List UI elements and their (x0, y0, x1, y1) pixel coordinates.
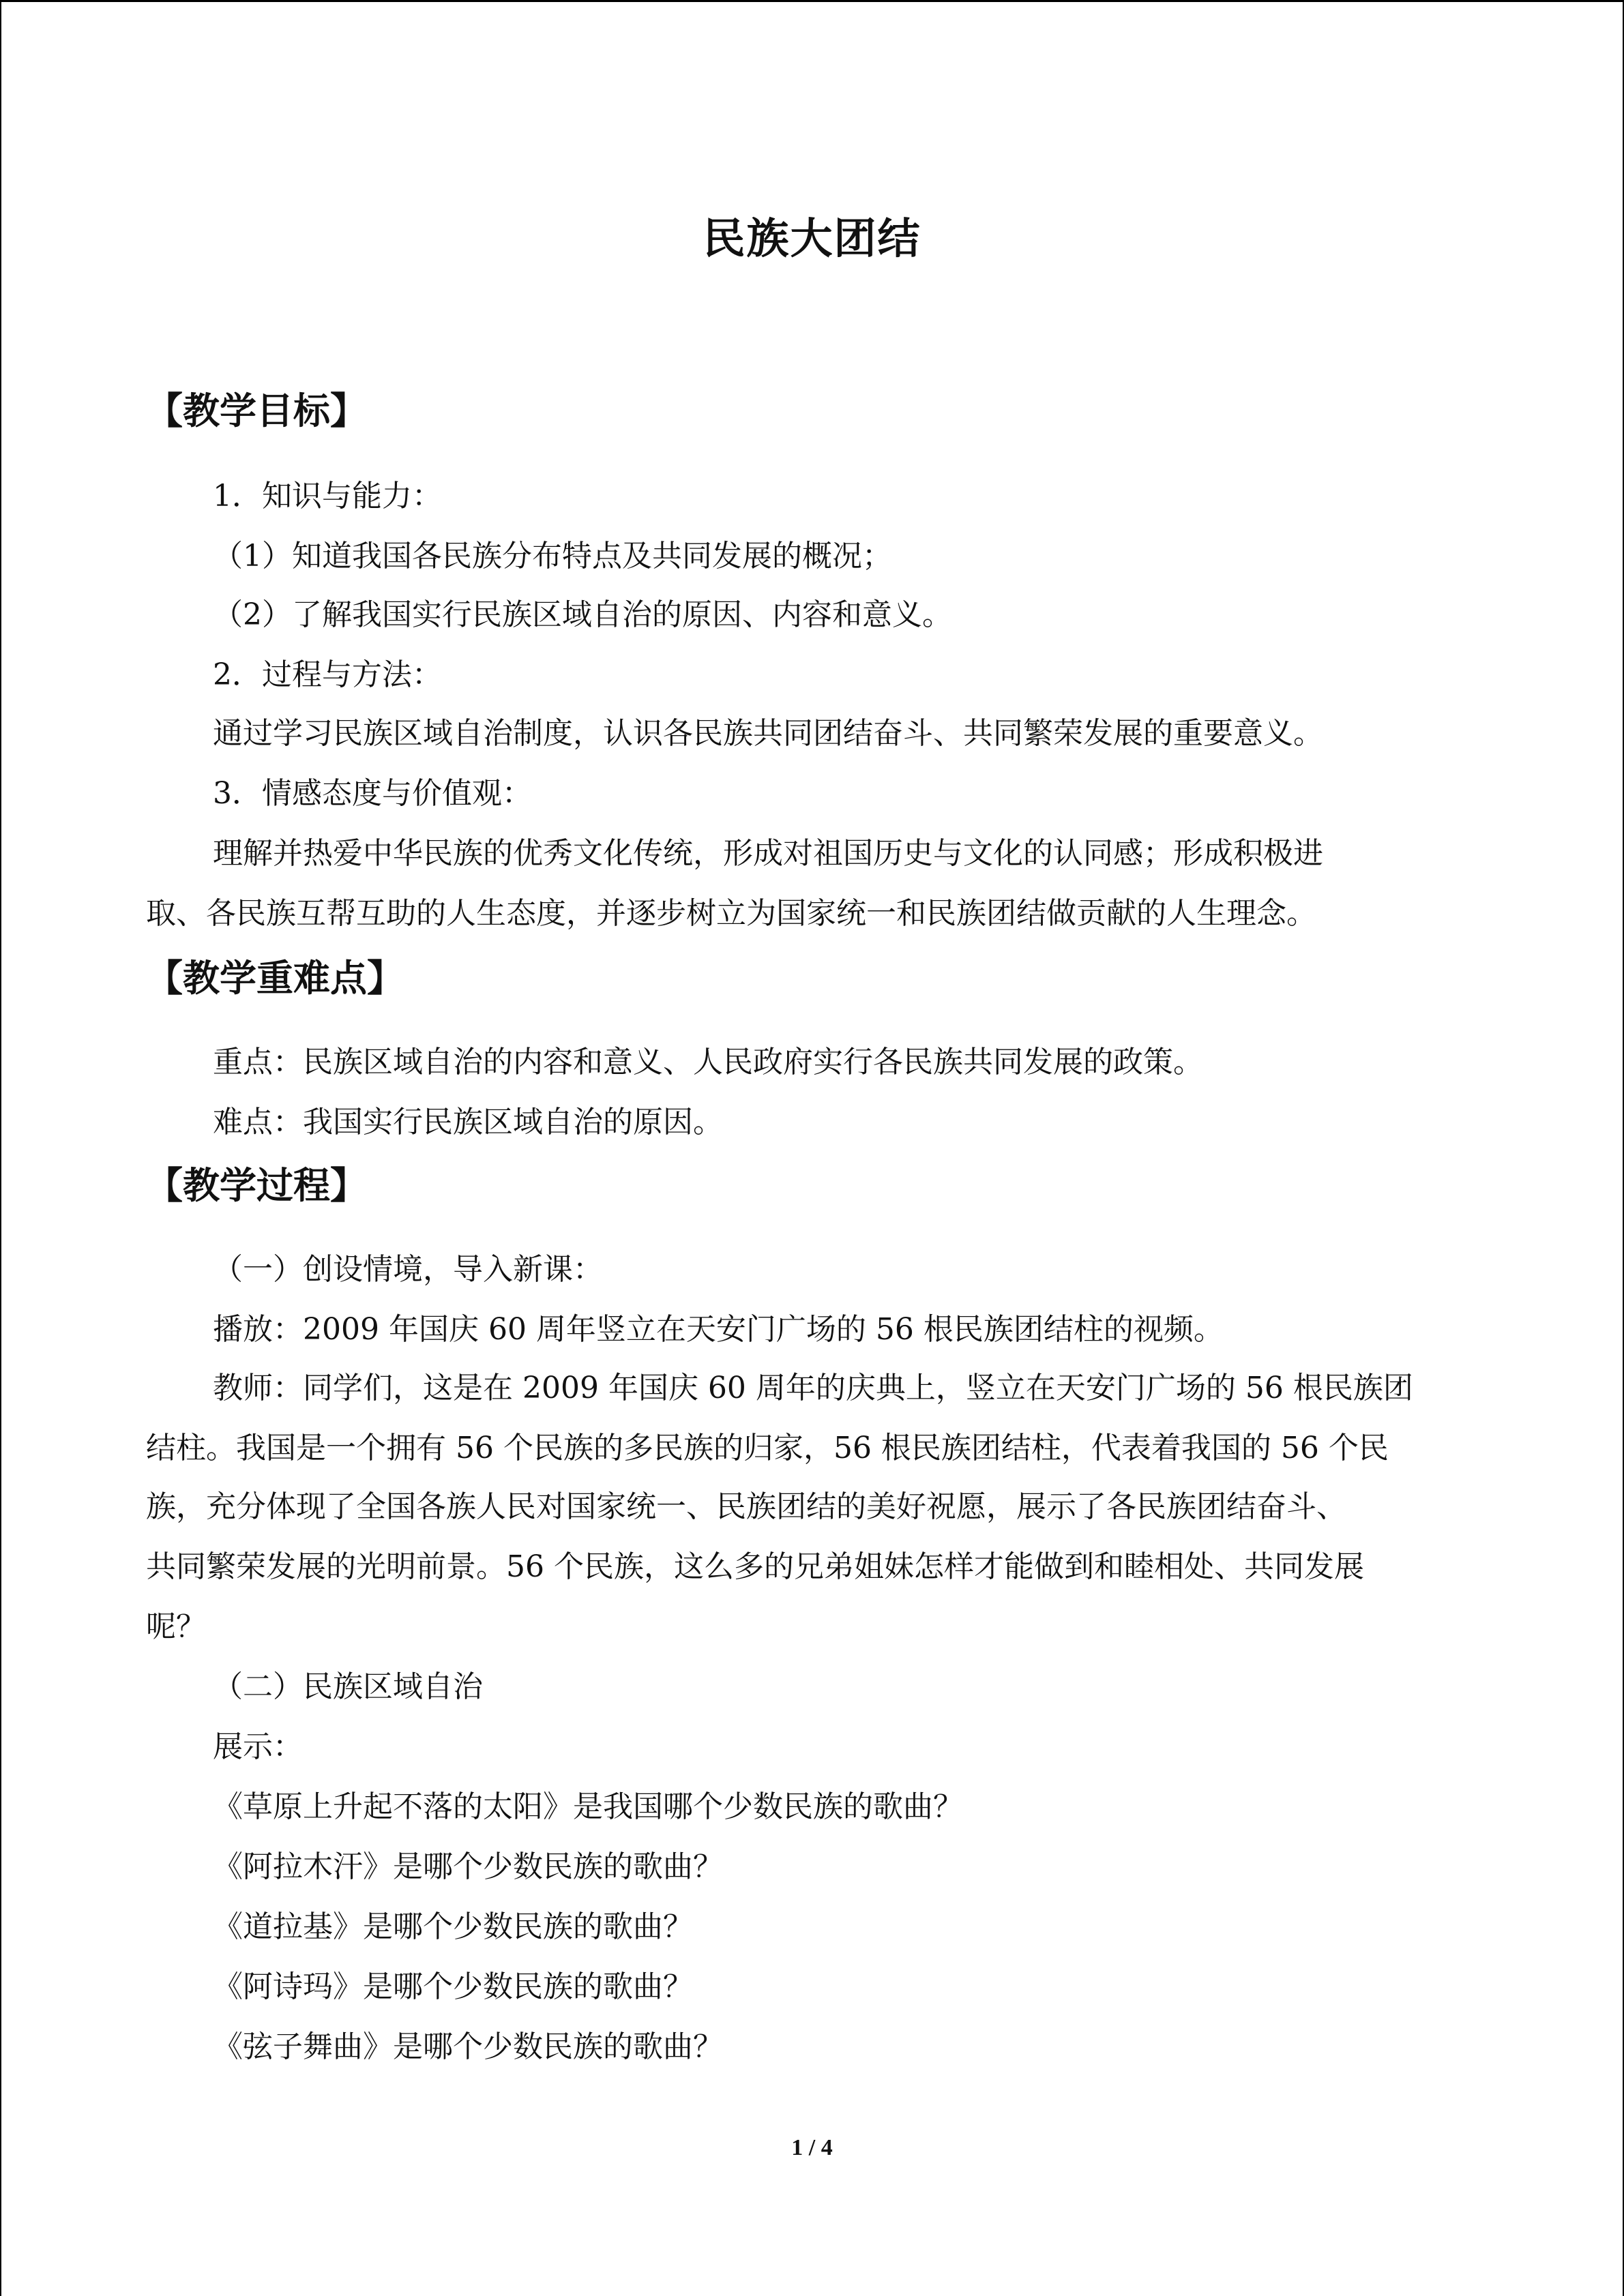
paragraph-line: 播放：2009 年国庆 60 周年竖立在天安门广场的 56 根民族团结柱的视频。 (213, 1312, 1224, 1347)
paragraph-line: 展示： (213, 1729, 303, 1764)
paragraph-line: （1）知道我国各民族分布特点及共同发展的概况； (213, 539, 892, 573)
paragraph-line: （2）了解我国实行民族区域自治的原因、内容和意义。 (213, 597, 952, 632)
paragraph-line: 1．知识与能力： (213, 479, 442, 513)
paragraph-line: 呢？ (146, 1609, 206, 1644)
paragraph-line: 通过学习民族区域自治制度，认识各民族共同团结奋斗、共同繁荣发展的重要意义。 (213, 716, 1323, 751)
heading-teaching-goals: 【教学目标】 (146, 389, 367, 432)
paragraph-line: 《草原上升起不落的太阳》是我国哪个少数民族的歌曲？ (213, 1789, 963, 1824)
paragraph-line: 难点：我国实行民族区域自治的原因。 (213, 1105, 723, 1139)
paragraph-line: 《阿诗玛》是哪个少数民族的歌曲？ (213, 1969, 693, 2004)
heading-teaching-process: 【教学过程】 (146, 1164, 367, 1207)
paragraph-line: 结柱。我国是一个拥有 56 个民族的多民族的归家，56 根民族团结柱，代表着我国的 56 个民 (146, 1431, 1389, 1465)
paragraph-line: （一）创设情境，导入新课： (213, 1252, 603, 1287)
page-number: 1 / 4 (791, 2135, 833, 2160)
paragraph-line: 教师：同学们，这是在 2009 年国庆 60 周年的庆典上，竖立在天安门广场的 56 根民族团 (213, 1371, 1413, 1405)
page-title: 民族大团结 (703, 213, 921, 263)
heading-key-points: 【教学重难点】 (146, 957, 404, 1000)
paragraph-line: 共同繁荣发展的光明前景。56 个民族，这么多的兄弟姐妹怎样才能做到和睦相处、共同发展 (146, 1549, 1364, 1584)
paragraph-line: 《弦子舞曲》是哪个少数民族的歌曲？ (213, 2029, 723, 2064)
paragraph-line: 2．过程与方法： (213, 657, 442, 692)
paragraph-line: 取、各民族互帮互助的人生态度，并逐步树立为国家统一和民族团结做贡献的人生理念。 (146, 896, 1316, 931)
paragraph-line: （二）民族区域自治 (213, 1669, 483, 1704)
paragraph-line: 理解并热爱中华民族的优秀文化传统，形成对祖国历史与文化的认同感；形成积极进 (213, 836, 1323, 871)
paragraph-line: 重点：民族区域自治的内容和意义、人民政府实行各民族共同发展的政策。 (213, 1045, 1203, 1079)
paragraph-line: 《道拉基》是哪个少数民族的歌曲？ (213, 1909, 693, 1944)
paragraph-line: 族，充分体现了全国各族人民对国家统一、民族团结的美好祝愿，展示了各民族团结奋斗、 (146, 1489, 1346, 1524)
paragraph-line: 《阿拉木汗》是哪个少数民族的歌曲？ (213, 1849, 723, 1884)
paragraph-line: 3．情感态度与价值观： (213, 776, 532, 811)
